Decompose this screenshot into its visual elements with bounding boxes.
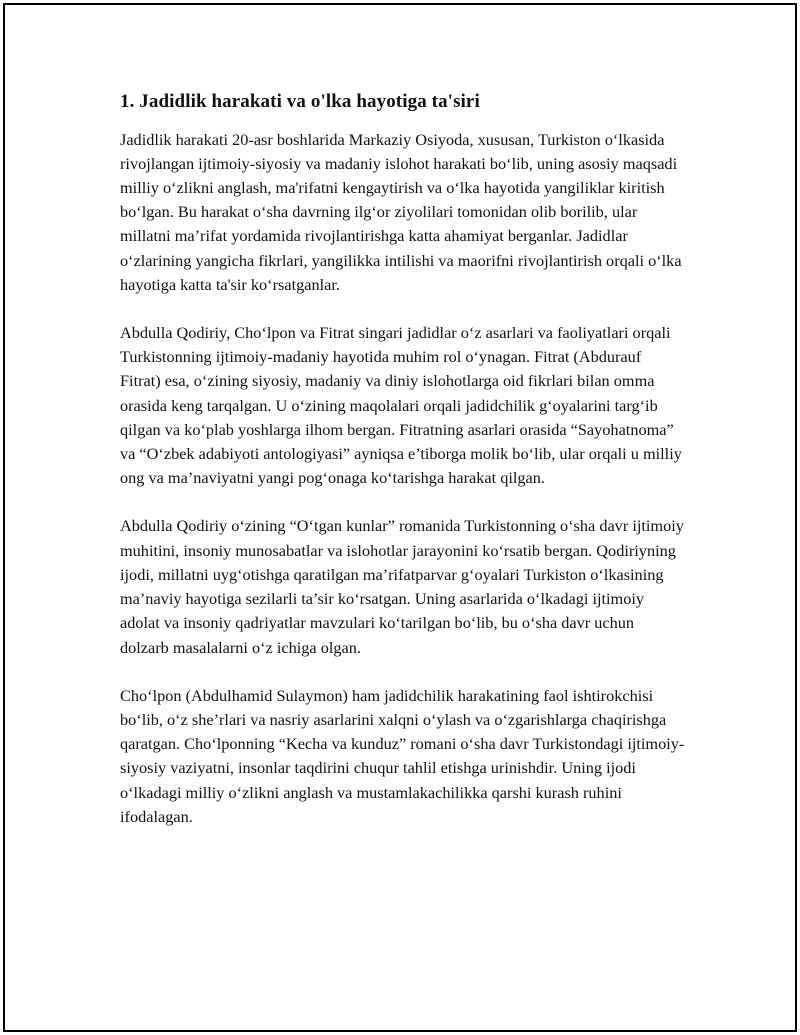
- section-title: 1. Jadidlik harakati va o'lka hayotiga ta'siri: [120, 91, 480, 112]
- document-body: [120, 89, 685, 853]
- paragraph-jadidlik-intro: Jadidlik harakati 20-asr boshlarida Markaziy Osiyoda, xususan, Turkiston o‘lkasida rivojlangan ijtimoiy-siyosiy va madaniy islohot harakati bo‘lib, uning asosiy maqsadi milliy o‘zlikni anglash, ma'rifatni kengaytirish va o‘lka hayotida yangiliklar kiritish bo‘lgan. Bu harakat o‘sha davrning ilg‘or ziyolilari tomonidan olib borilib, ular millatni ma’rifat yordamida rivojlantirishga katta ahamiyat berganlar. Jadidlar o‘zlarining yangicha fikrlari, yangilikka intilishi va maorifni rivojlantirish orqali o‘lka hayotiga katta ta'sir ko‘rsatganlar.: [120, 129, 682, 294]
- paragraph-fitrat: Abdulla Qodiriy, Cho‘lpon va Fitrat singari jadidlar o‘z asarlari va faoliyatlari orqali Turkistonning ijtimoiy-madaniy hayotida muhim rol o‘ynagan. Fitrat (Abdurauf Fitrat) esa, o‘zining siyosiy, madaniy va diniy islohotlarga oid fikrlari bilan omma orasida keng tarqalgan. U o‘zining maqolalari orqali jadidchilik g‘oyalarini targ‘ib qilgan va ko‘plab yoshlarga ilhom bergan. Fitratning asarlari orasida “Sayohatnoma” va “O‘zbek adabiyoti antologiyasi” ayniqsa e’tiborga molik bo‘lib, ular orqali u milliy ong va ma’naviyatni yangi pog‘onaga ko‘tarishga harakat qilgan.: [120, 323, 682, 488]
- paragraph-cholpon: Cho‘lpon (Abdulhamid Sulaymon) ham jadidchilik harakatining faol ishtirokchisi bo‘lib, o‘z she’rlari va nasriy asarlarini xalqni o‘ylash va o‘zgarishlarga chaqirishga qaratgan. Cho‘lponning “Kecha va kunduz” romani o‘sha davr Turkistondagi ijtimoiy-siyosiy vaziyatni, insonlar taqdirini chuqur tahlil etishga urinishdir. Uning ijodi o‘lkadagi milliy o‘zlikni anglash va mustamlakachilikka qarshi kurash ruhini ifodalagan.: [120, 685, 685, 826]
- document-page: [3, 3, 797, 1032]
- paragraph-qodiriy: Abdulla Qodiriy o‘zining “O‘tgan kunlar” romanida Turkistonning o‘sha davr ijtimoiy muhitini, insoniy munosabatlar va islohotlar jarayonini ko‘rsatib bergan. Qodiriyning ijodi, millatni uyg‘otishga qaratilgan ma’rifatparvar g‘oyalari Turkiston o‘lkasining ma’naviy hayotiga sezilarli ta’sir ko‘rsatgan. Uning asarlarida o‘lkadagi ijtimoiy adolat va insoniy qadriyatlar mavzulari ko‘tarilgan bo‘lib, bu o‘sha davr uchun dolzarb masalalarni o‘z ichiga olgan.: [120, 516, 684, 657]
